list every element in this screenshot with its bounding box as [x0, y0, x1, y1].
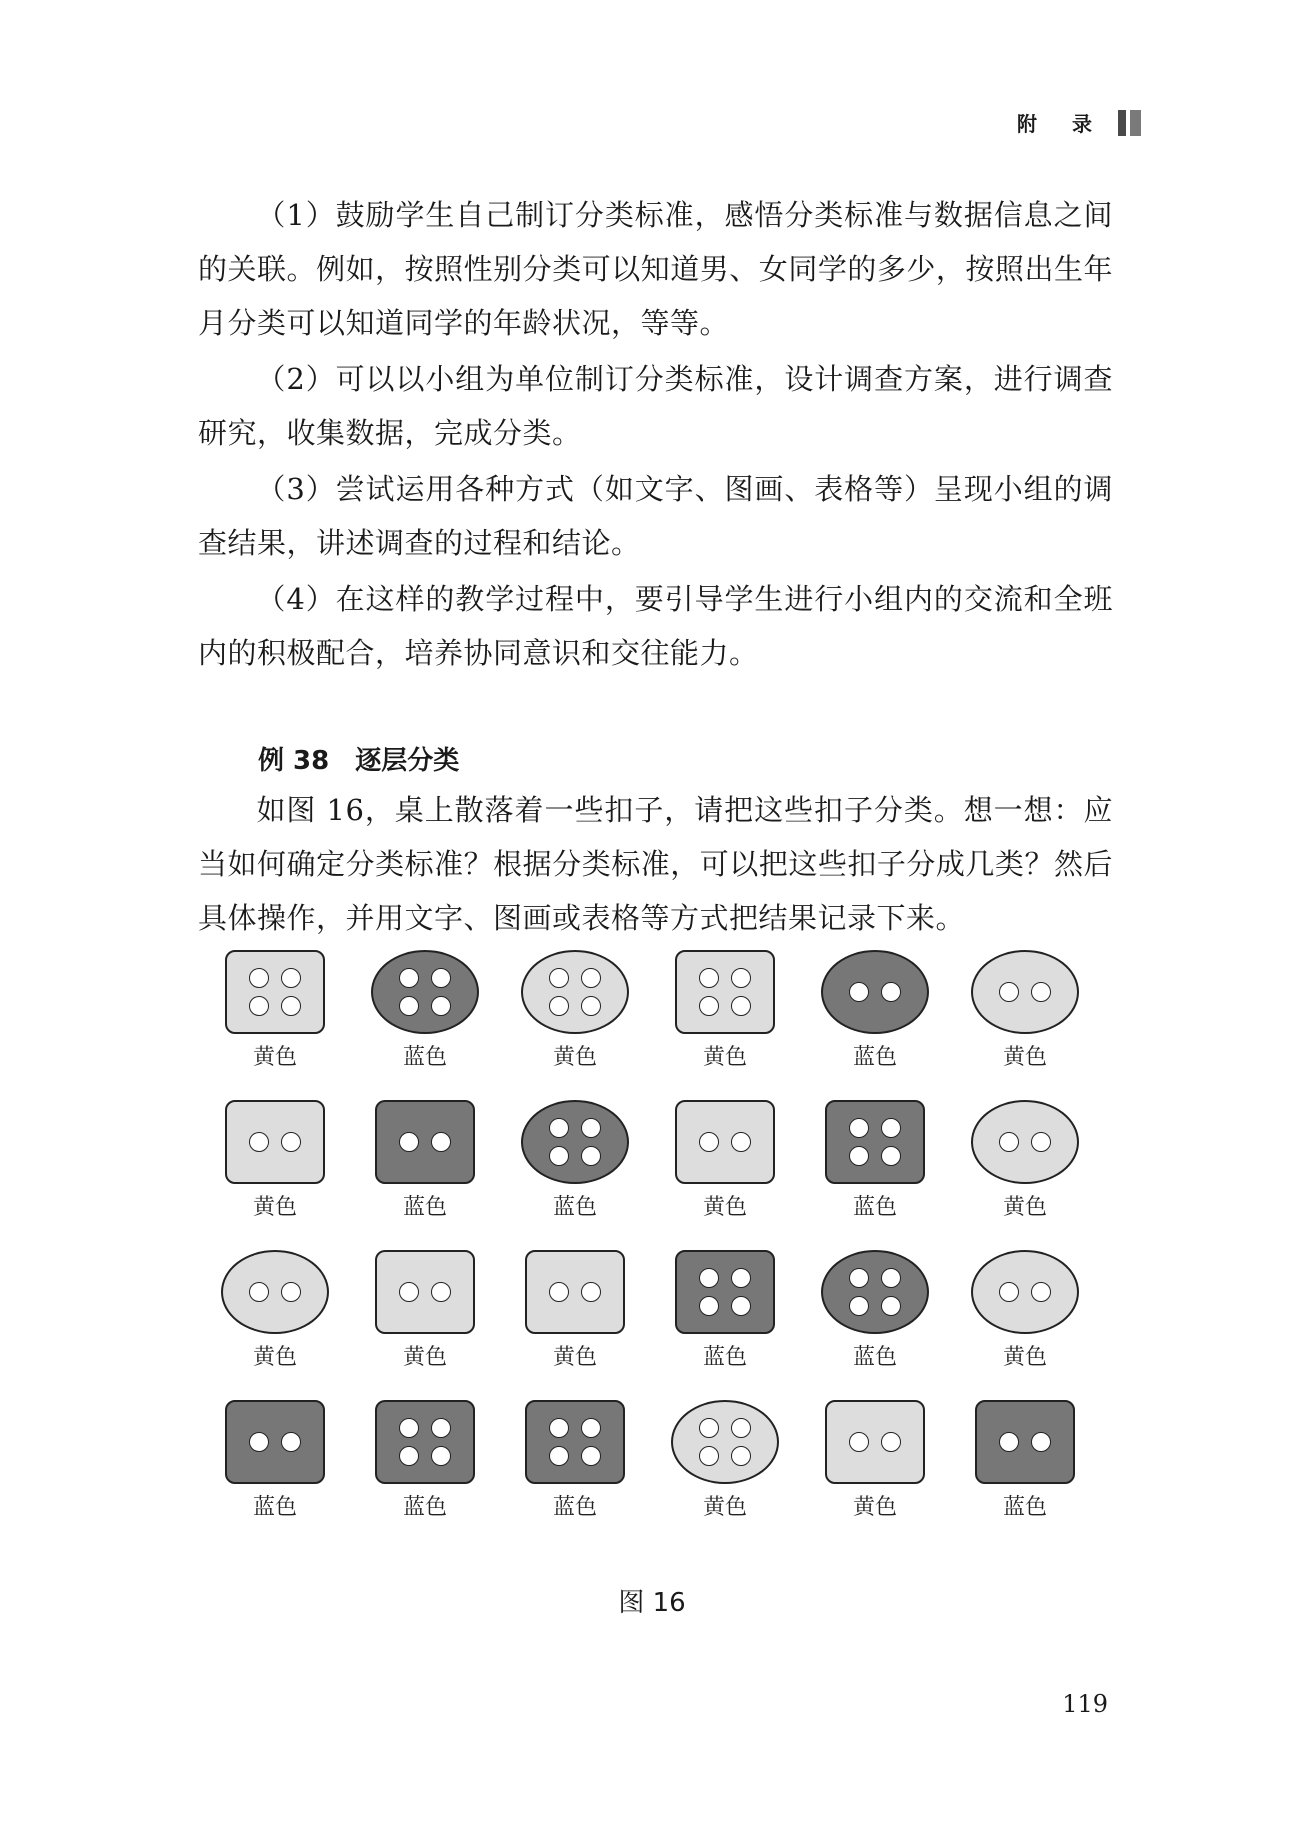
button-hole [281, 996, 301, 1016]
button-hole [581, 996, 601, 1016]
button-hole [549, 1146, 569, 1166]
button-hole [249, 996, 269, 1016]
button-color-label: 蓝色 [852, 1195, 897, 1220]
button-item [950, 1400, 1100, 1550]
button-hole [1031, 1132, 1051, 1152]
button-color-label: 黄色 [552, 1345, 597, 1370]
running-head-marks [1118, 110, 1141, 136]
example-heading [258, 740, 459, 777]
square-button-shape [675, 950, 775, 1034]
button-color-label: 蓝色 [402, 1045, 447, 1070]
paragraph-4-text: （4）在这样的教学过程中，要引导学生进行小组内的交流和全班内的积极配合，培养协同意识和交往能力。 [198, 582, 1113, 670]
paragraph-2-text: （2）可以以小组为单位制订分类标准，设计调查方案，进行调查研究，收集数据，完成分类。 [198, 362, 1113, 450]
button-hole [431, 1446, 451, 1466]
button-color-label: 蓝色 [552, 1495, 597, 1520]
button-hole [731, 996, 751, 1016]
button-item [800, 1250, 950, 1400]
button-hole [999, 982, 1019, 1002]
button-hole [431, 1132, 451, 1152]
button-hole [881, 1296, 901, 1316]
oval-button-shape [821, 950, 929, 1034]
button-hole [699, 996, 719, 1016]
button-hole [699, 1296, 719, 1316]
button-hole [581, 1418, 601, 1438]
button-item [500, 1400, 650, 1550]
button-color-label: 黄色 [252, 1045, 297, 1070]
button-hole [431, 1282, 451, 1302]
button-hole [699, 1446, 719, 1466]
button-hole [249, 968, 269, 988]
button-hole [549, 1118, 569, 1138]
button-hole [431, 968, 451, 988]
oval-button-shape [521, 1100, 629, 1184]
button-item [350, 1100, 500, 1250]
button-hole [399, 968, 419, 988]
button-color-label: 黄色 [252, 1345, 297, 1370]
button-hole [699, 1268, 719, 1288]
square-button-shape [675, 1250, 775, 1334]
button-hole [999, 1282, 1019, 1302]
square-button-shape [525, 1400, 625, 1484]
button-hole [581, 968, 601, 988]
oval-button-shape [671, 1400, 779, 1484]
running-head [1017, 108, 1141, 137]
paragraph-3-text: （3）尝试运用各种方式（如文字、图画、表格等）呈现小组的调查结果，讲述调查的过程和结论。 [198, 472, 1113, 560]
button-item [800, 1400, 950, 1550]
example-number: 例 38 [258, 746, 330, 776]
button-hole [731, 1446, 751, 1466]
square-button-shape [975, 1400, 1075, 1484]
button-hole [999, 1132, 1019, 1152]
square-button-shape [225, 1400, 325, 1484]
button-item [350, 1250, 500, 1400]
button-color-label: 黄色 [252, 1195, 297, 1220]
square-button-shape [825, 1100, 925, 1184]
button-hole [581, 1118, 601, 1138]
button-item [200, 950, 350, 1100]
button-hole [549, 1282, 569, 1302]
button-item [800, 950, 950, 1100]
button-hole [849, 1146, 869, 1166]
example-body [198, 783, 1113, 945]
button-hole [549, 968, 569, 988]
oval-button-shape [371, 950, 479, 1034]
button-hole [699, 1418, 719, 1438]
button-hole [999, 1432, 1019, 1452]
button-hole [281, 1432, 301, 1452]
button-hole [249, 1432, 269, 1452]
button-hole [1031, 982, 1051, 1002]
square-button-shape [375, 1100, 475, 1184]
figure-caption: 图 16 [618, 1588, 686, 1618]
button-color-label: 蓝色 [1002, 1495, 1047, 1520]
button-hole [581, 1446, 601, 1466]
button-hole [1031, 1432, 1051, 1452]
button-color-label: 黄色 [702, 1045, 747, 1070]
button-color-label: 蓝色 [702, 1345, 747, 1370]
button-item [200, 1100, 350, 1250]
square-button-shape [375, 1400, 475, 1484]
button-item [650, 1400, 800, 1550]
button-hole [849, 1268, 869, 1288]
button-hole [849, 1118, 869, 1138]
example-body-text: 如图 16，桌上散落着一些扣子，请把这些扣子分类。想一想：应当如何确定分类标准？根据分类标准，可以把这些扣子分成几类？然后具体操作，并用文字、图画或表格等方式把结果记录下来。 [198, 793, 1113, 935]
button-hole [281, 1132, 301, 1152]
button-color-label: 黄色 [552, 1045, 597, 1070]
oval-button-shape [971, 1250, 1079, 1334]
button-hole [281, 1282, 301, 1302]
button-hole [881, 1268, 901, 1288]
button-hole [731, 1296, 751, 1316]
button-item [650, 950, 800, 1100]
button-hole [249, 1282, 269, 1302]
paragraph-2 [198, 352, 1113, 460]
paragraph-1-text: （1）鼓励学生自己制订分类标准，感悟分类标准与数据信息之间的关联。例如，按照性别分类可以知道男、女同学的多少，按照出生年月分类可以知道同学的年龄状况，等等。 [198, 198, 1113, 340]
button-color-label: 蓝色 [402, 1195, 447, 1220]
square-button-shape [225, 950, 325, 1034]
button-hole [431, 1418, 451, 1438]
button-color-label: 黄色 [702, 1495, 747, 1520]
button-item [800, 1100, 950, 1250]
button-color-label: 黄色 [1002, 1345, 1047, 1370]
button-item [950, 1250, 1100, 1400]
square-button-shape [225, 1100, 325, 1184]
paragraph-3 [198, 462, 1113, 570]
oval-button-shape [221, 1250, 329, 1334]
button-hole [731, 1132, 751, 1152]
square-button-shape [825, 1400, 925, 1484]
button-hole [549, 1446, 569, 1466]
button-item [350, 1400, 500, 1550]
paragraph-1 [198, 188, 1113, 350]
running-title: 附 录 [1017, 112, 1106, 136]
button-hole [431, 996, 451, 1016]
button-hole [699, 968, 719, 988]
square-button-shape [525, 1250, 625, 1334]
oval-button-shape [821, 1250, 929, 1334]
button-hole [849, 982, 869, 1002]
button-hole [249, 1132, 269, 1152]
button-item [650, 1100, 800, 1250]
square-button-shape [375, 1250, 475, 1334]
oval-button-shape [971, 950, 1079, 1034]
button-item [500, 1250, 650, 1400]
button-item [650, 1250, 800, 1400]
button-color-label: 黄色 [1002, 1195, 1047, 1220]
paragraph-4 [198, 572, 1113, 680]
button-hole [699, 1132, 719, 1152]
button-hole [881, 982, 901, 1002]
button-color-label: 蓝色 [552, 1195, 597, 1220]
button-item [200, 1400, 350, 1550]
button-hole [549, 1418, 569, 1438]
oval-button-shape [971, 1100, 1079, 1184]
button-item [500, 950, 650, 1100]
button-hole [399, 1446, 419, 1466]
button-figure [200, 950, 1100, 1565]
button-hole [549, 996, 569, 1016]
button-hole [881, 1146, 901, 1166]
oval-button-shape [521, 950, 629, 1034]
button-hole [849, 1432, 869, 1452]
page-number: 119 [1062, 1690, 1108, 1718]
button-hole [581, 1146, 601, 1166]
button-hole [1031, 1282, 1051, 1302]
button-hole [731, 1418, 751, 1438]
button-hole [581, 1282, 601, 1302]
button-color-label: 黄色 [852, 1495, 897, 1520]
button-hole [731, 968, 751, 988]
button-color-label: 蓝色 [402, 1495, 447, 1520]
button-hole [881, 1118, 901, 1138]
button-hole [399, 1282, 419, 1302]
button-item [200, 1250, 350, 1400]
button-color-label: 黄色 [1002, 1045, 1047, 1070]
button-color-label: 蓝色 [852, 1345, 897, 1370]
example-title: 逐层分类 [355, 746, 460, 776]
button-item [950, 950, 1100, 1100]
button-item [350, 950, 500, 1100]
button-hole [399, 1132, 419, 1152]
button-hole [881, 1432, 901, 1452]
button-hole [849, 1296, 869, 1316]
button-hole [399, 1418, 419, 1438]
button-hole [731, 1268, 751, 1288]
button-hole [281, 968, 301, 988]
button-color-label: 蓝色 [852, 1045, 897, 1070]
square-button-shape [675, 1100, 775, 1184]
button-color-label: 黄色 [702, 1195, 747, 1220]
button-hole [399, 996, 419, 1016]
button-color-label: 黄色 [402, 1345, 447, 1370]
button-item [500, 1100, 650, 1250]
button-color-label: 蓝色 [252, 1495, 297, 1520]
button-item [950, 1100, 1100, 1250]
